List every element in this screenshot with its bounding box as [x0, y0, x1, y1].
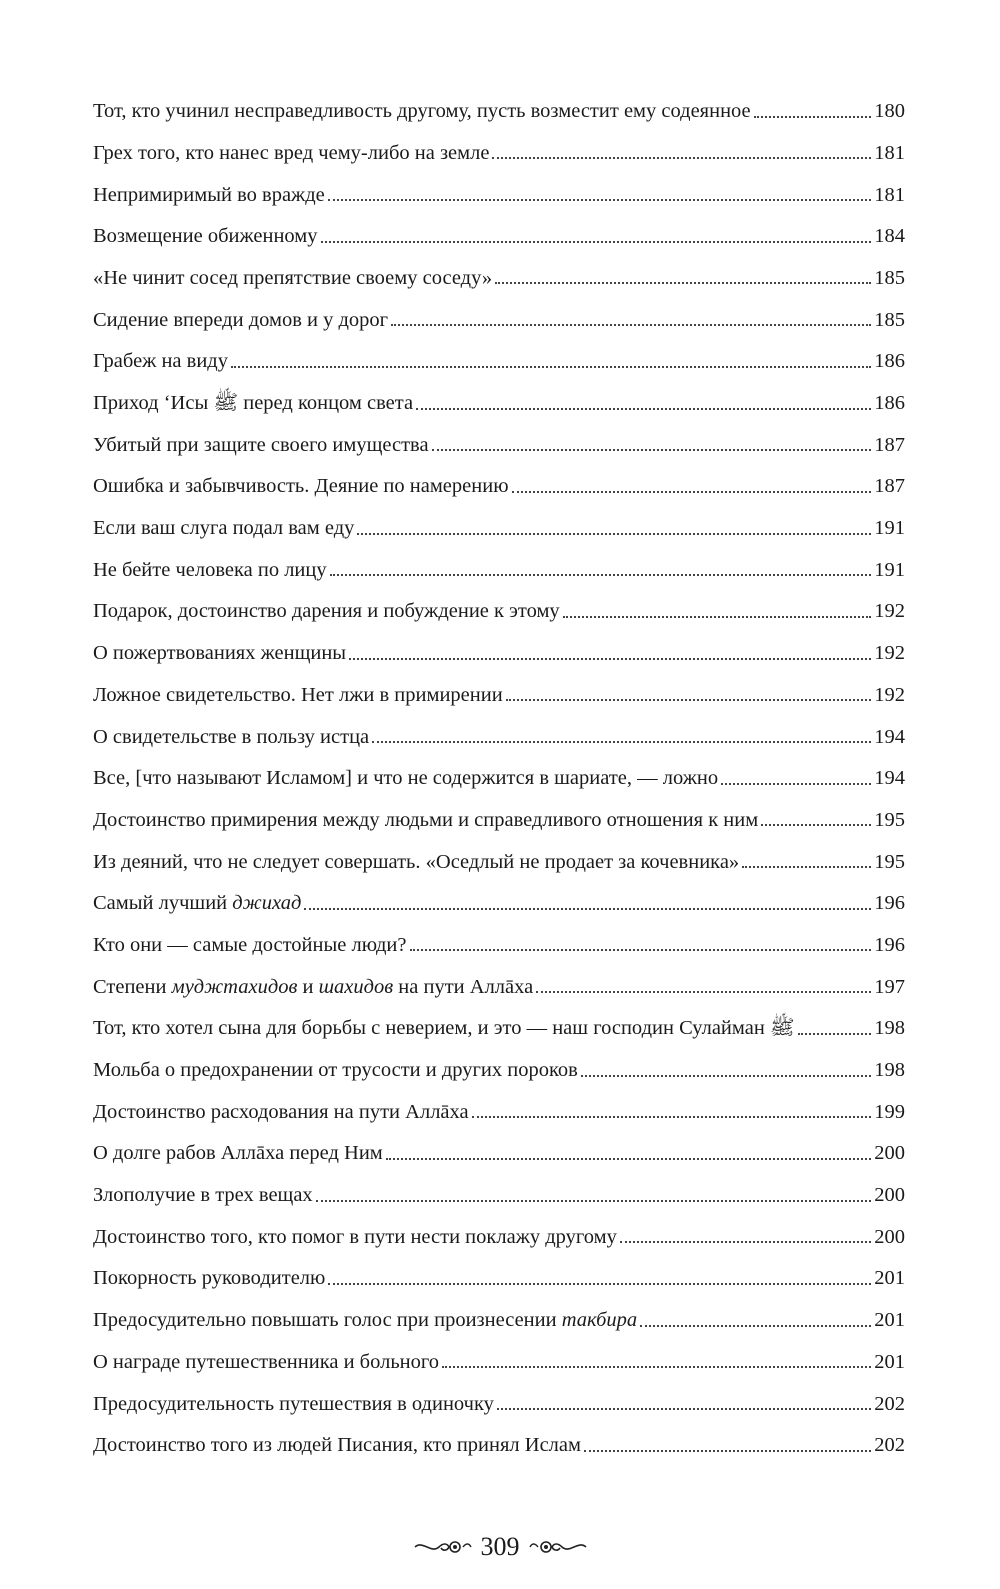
toc-entry — [93, 1212, 905, 1254]
toc-entry-page: 198 — [874, 1017, 905, 1040]
toc-entry-page: 201 — [874, 1350, 905, 1373]
toc-entry — [93, 336, 905, 378]
dot-leader — [316, 1200, 872, 1202]
toc-entry — [93, 1003, 905, 1045]
toc-entry-page: 194 — [874, 725, 905, 748]
toc-entry-title: Покорность руководителю — [93, 1267, 326, 1290]
toc-entry-page: 196 — [874, 892, 905, 915]
toc-entry-title: Из деяний, что не следует совершать. «Оседлый не продает за кочевника» — [93, 850, 740, 873]
toc-entry-page: 185 — [874, 266, 905, 289]
toc-entry-title: Подарок, достоинство дарения и побуждение к этому — [93, 600, 560, 623]
toc-entry — [93, 878, 905, 920]
toc-entry — [93, 1295, 905, 1337]
toc-entry — [93, 1253, 905, 1295]
toc-entry-page: 192 — [874, 600, 905, 623]
dot-leader — [321, 241, 872, 243]
toc-entry-title: Достоинство расходования на пути Аллāха — [93, 1100, 469, 1123]
toc-entry-page: 191 — [874, 558, 905, 581]
toc-entry-title: Злополучие в трех вещах — [93, 1184, 313, 1207]
toc-entry — [93, 1337, 905, 1379]
toc-entry-page: 186 — [874, 350, 905, 373]
toc-entry-page: 201 — [874, 1267, 905, 1290]
toc-entry-page: 180 — [874, 100, 905, 123]
toc-entry-title: О свидетельстве в пользу истца — [93, 725, 370, 748]
dot-leader — [798, 1033, 872, 1035]
page-footer — [0, 1532, 1000, 1562]
dot-leader — [231, 366, 871, 368]
toc-entry — [93, 670, 905, 712]
toc-entry — [93, 1420, 905, 1462]
toc-entry-title: Тот, кто учинил несправедливость другому, пусть возместит ему содеянное — [93, 100, 751, 123]
dot-leader — [349, 658, 871, 660]
toc-entry-title: Приход ‘Исы ﷺ перед концом света — [93, 392, 414, 414]
dot-leader — [584, 1450, 871, 1452]
ornament-icon — [413, 1538, 473, 1556]
toc-entry-page: 200 — [874, 1184, 905, 1207]
dot-leader — [506, 699, 872, 701]
toc-entry — [93, 753, 905, 795]
toc-entry-page: 198 — [874, 1059, 905, 1081]
toc-entry — [93, 1128, 905, 1170]
toc-entry — [93, 545, 905, 587]
dot-leader — [536, 991, 871, 993]
toc-entry — [93, 586, 905, 628]
toc-entry-title: Грех того, кто нанес вред чему-либо на земле — [93, 141, 490, 164]
dot-leader — [742, 866, 871, 868]
toc-entry-title: Достоинство примирения между людьми и справедливого отношения к ним — [93, 808, 759, 831]
toc-entry-title: Возмещение обиженному — [93, 225, 318, 248]
dot-leader — [304, 908, 871, 910]
toc-entry-title: Достоинство того из людей Писания, кто принял Ислам — [93, 1434, 581, 1457]
dot-leader — [620, 1241, 871, 1243]
dot-leader — [330, 574, 872, 576]
toc-entry-title: Ложное свидетельство. Нет лжи в примирении — [93, 683, 503, 706]
toc-entry-title: О пожертвованиях женщины — [93, 642, 347, 665]
toc-entry-page: 187 — [874, 433, 905, 456]
table-of-contents — [93, 86, 905, 1462]
toc-entry-title: Тот, кто хотел сына для борьбы с неверием, и это — наш господин Сулайман ﷺ — [93, 1017, 795, 1040]
dot-leader — [497, 1408, 871, 1410]
toc-entry-page: 186 — [874, 392, 905, 414]
toc-entry-title: Если ваш слуга подал вам еду — [93, 517, 355, 540]
dot-leader — [563, 616, 872, 618]
toc-entry-page: 199 — [874, 1100, 905, 1123]
dot-leader — [432, 449, 872, 451]
toc-entry-title: Достоинство того, кто помог в пути нести поклажу другому — [93, 1225, 617, 1248]
toc-entry-page: 191 — [874, 517, 905, 540]
toc-entry-title: Предосудительность путешествия в одиночку — [93, 1392, 494, 1415]
toc-entry-page: 197 — [874, 975, 905, 998]
dot-leader — [386, 1158, 871, 1160]
toc-entry — [93, 211, 905, 253]
toc-entry — [93, 86, 905, 128]
toc-entry-page: 184 — [874, 225, 905, 248]
toc-entry — [93, 961, 905, 1003]
dot-leader — [640, 1325, 871, 1327]
toc-entry — [93, 1045, 905, 1087]
dot-leader — [472, 1116, 872, 1118]
toc-entry-title: Убитый при защите своего имущества — [93, 433, 429, 456]
toc-entry — [93, 461, 905, 503]
toc-entry-title: О награде путешественника и больного — [93, 1350, 440, 1373]
toc-entry — [93, 1170, 905, 1212]
toc-entry-title: Сидение впереди домов и у дорог — [93, 308, 389, 331]
toc-entry — [93, 1378, 905, 1420]
toc-entry — [93, 795, 905, 837]
toc-entry — [93, 253, 905, 295]
toc-entry — [93, 503, 905, 545]
dot-leader — [410, 949, 872, 951]
toc-entry — [93, 628, 905, 670]
toc-entry-title: Все, [что называют Исламом] и что не содержится в шариате, — ложно — [93, 767, 719, 790]
toc-entry — [93, 1087, 905, 1129]
page-number: 309 — [480, 1532, 520, 1561]
toc-entry-page: 200 — [874, 1142, 905, 1165]
dot-leader — [581, 1075, 871, 1077]
toc-entry-title: Не бейте человека по лицу — [93, 558, 327, 581]
toc-entry — [93, 169, 905, 211]
toc-entry-title: Ошибка и забывчивость. Деяние по намерению — [93, 475, 509, 498]
dot-leader — [442, 1366, 871, 1368]
toc-entry-title: О долге рабов Аллāха перед Ним — [93, 1142, 383, 1165]
toc-entry-page: 181 — [874, 183, 905, 206]
toc-entry-page: 202 — [874, 1392, 905, 1415]
dot-leader — [372, 741, 871, 743]
toc-entry-page: 195 — [874, 850, 905, 873]
dot-leader — [357, 533, 871, 535]
dot-leader — [328, 199, 872, 201]
dot-leader — [761, 824, 871, 826]
toc-entry-page: 181 — [874, 141, 905, 164]
toc-entry-page: 195 — [874, 808, 905, 831]
toc-entry-page: 196 — [874, 933, 905, 956]
toc-entry-page: 185 — [874, 308, 905, 331]
toc-entry-title: Мольба о предохранении от трусости и других пороков — [93, 1059, 578, 1081]
toc-entry-title: «Не чинит сосед препятствие своему соседу» — [93, 266, 493, 289]
toc-entry-title: Непримиримый во вражде — [93, 183, 325, 206]
toc-entry-page: 194 — [874, 767, 905, 790]
toc-entry-page: 201 — [874, 1309, 905, 1332]
toc-entry-page: 192 — [874, 683, 905, 706]
toc-entry-page: 187 — [874, 475, 905, 498]
toc-entry — [93, 378, 905, 420]
toc-entry-title: Грабеж на виду — [93, 350, 228, 373]
toc-entry — [93, 294, 905, 336]
toc-entry — [93, 920, 905, 962]
toc-entry-page: 192 — [874, 642, 905, 665]
dot-leader — [512, 491, 872, 493]
dot-leader — [492, 157, 871, 159]
ornament-icon — [528, 1538, 588, 1556]
toc-entry — [93, 420, 905, 462]
toc-entry-title: Самый лучший джихад — [93, 892, 302, 915]
dot-leader — [391, 324, 871, 326]
toc-entry-title: Степени муджтахидов и шахидов на пути Аллāха — [93, 975, 534, 998]
toc-entry — [93, 836, 905, 878]
dot-leader — [495, 282, 871, 284]
toc-entry — [93, 128, 905, 170]
toc-entry-page: 202 — [874, 1434, 905, 1457]
toc-entry-title: Предосудительно повышать голос при произнесении такбира — [93, 1309, 638, 1332]
toc-entry-page: 200 — [874, 1225, 905, 1248]
toc-entry — [93, 711, 905, 753]
dot-leader — [416, 408, 871, 410]
dot-leader — [328, 1283, 871, 1285]
dot-leader — [754, 116, 872, 118]
toc-entry-title: Кто они — самые достойные люди? — [93, 933, 407, 956]
dot-leader — [721, 783, 871, 785]
